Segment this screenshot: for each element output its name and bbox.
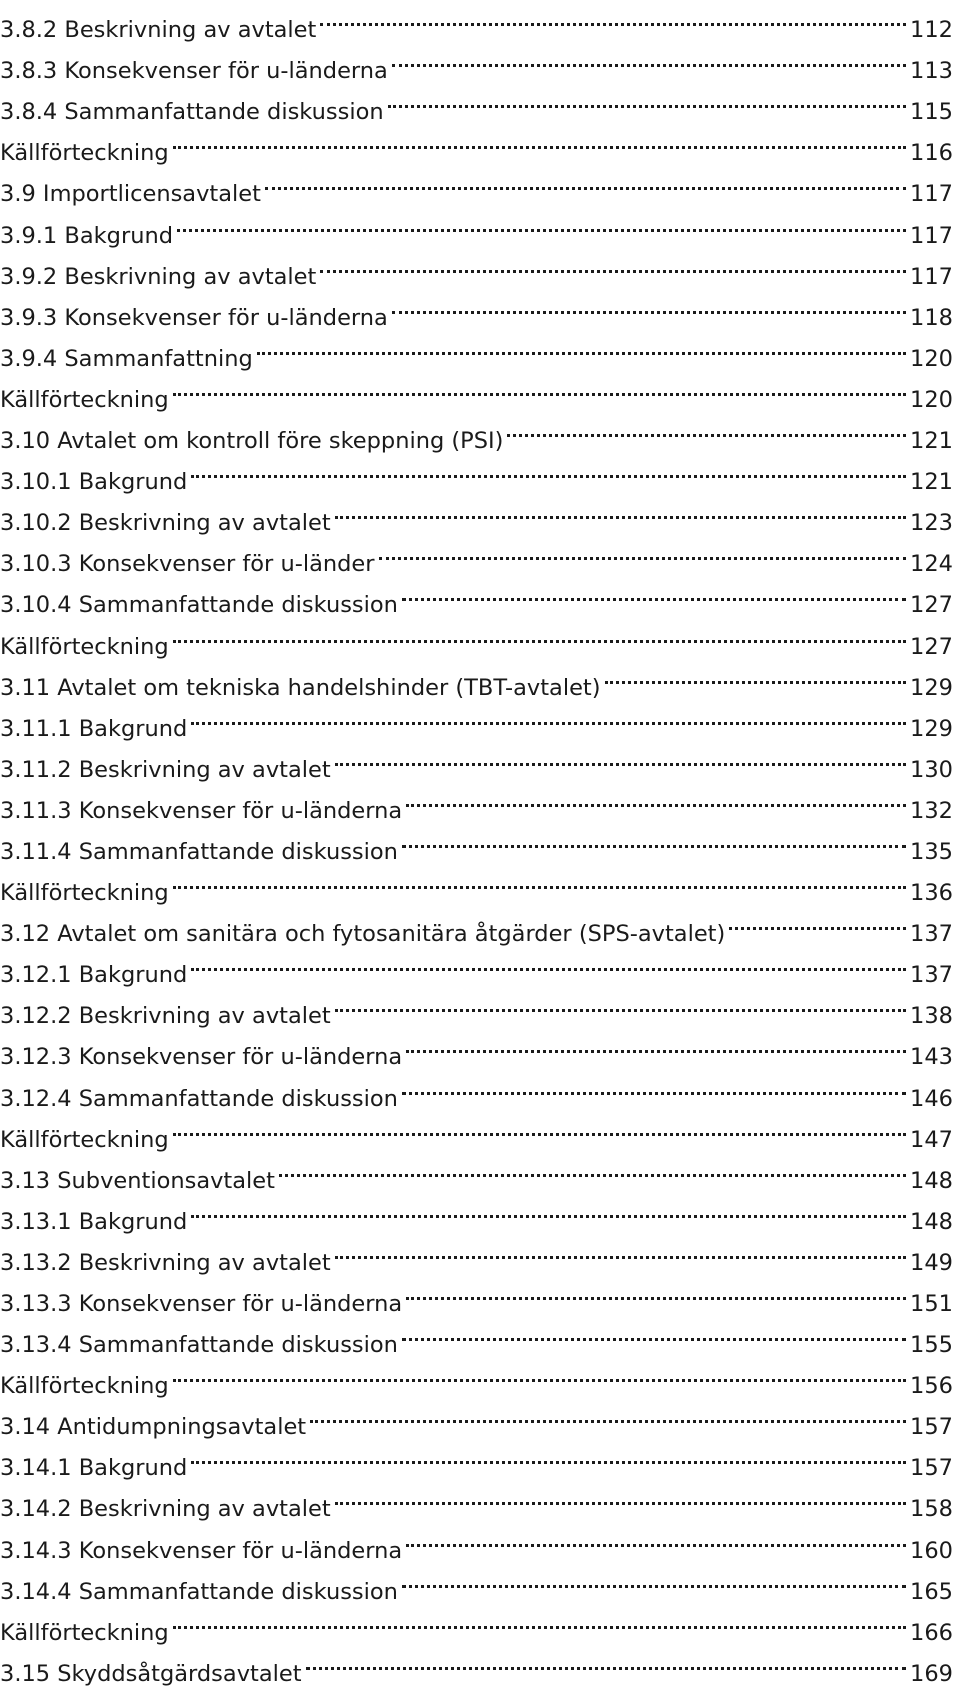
dot-leader [257, 325, 906, 366]
toc-entry-page-number: 146 [910, 1085, 953, 1112]
dot-leader [173, 1106, 906, 1147]
toc-entry[interactable] [0, 982, 953, 1030]
toc-entry-page-number: 137 [910, 962, 953, 989]
dot-leader [335, 1229, 906, 1270]
dot-leader [388, 78, 906, 119]
toc-entry-page-number: 147 [910, 1126, 953, 1153]
toc-entry-title: 3.13.2 Beskrivning av avtalet [0, 1249, 331, 1276]
toc-entry[interactable] [0, 1475, 953, 1523]
toc-entry-title: 3.9.4 Sammanfattning [0, 345, 253, 372]
toc-entry[interactable] [0, 1434, 953, 1482]
toc-entry[interactable] [0, 818, 953, 865]
toc-entry-title: Källförteckning [0, 1373, 169, 1400]
dot-leader [335, 982, 906, 1023]
toc-entry-title: 3.12.2 Beskrivning av avtalet [0, 1003, 331, 1030]
dot-leader [402, 1064, 906, 1105]
dot-leader [173, 366, 906, 407]
toc-entry[interactable] [0, 448, 953, 496]
toc-entry-page-number: 157 [910, 1455, 953, 1482]
toc-entry[interactable] [0, 160, 953, 208]
toc-entry-title: 3.8.4 Sammanfattande diskussion [0, 99, 384, 126]
toc-entry-title: 3.11.3 Konsekvenser för u-länderna [0, 797, 403, 824]
toc-entry-page-number: 148 [910, 1208, 953, 1235]
toc-entry[interactable] [0, 777, 953, 824]
toc-entry-title: 3.9.3 Konsekvenser för u-länderna [0, 304, 388, 331]
dot-leader [507, 407, 906, 448]
toc-entry-title: 3.13.1 Bakgrund [0, 1208, 188, 1235]
toc-entry-page-number: 121 [910, 428, 953, 455]
dot-leader [306, 1640, 907, 1681]
toc-entry-page-number: 117 [910, 222, 953, 249]
dot-leader [335, 489, 906, 530]
toc-entry-page-number: 117 [910, 263, 953, 290]
toc-entry-title: 3.14.4 Sammanfattande diskussion [0, 1578, 398, 1605]
toc-entry[interactable] [0, 0, 953, 44]
toc-entry-page-number: 112 [910, 17, 953, 44]
toc-entry-page-number: 117 [910, 181, 953, 208]
dot-leader [320, 0, 906, 37]
toc-entry-title: 3.11.4 Sammanfattande diskussion [0, 838, 398, 865]
toc-entry-title: 3.14.1 Bakgrund [0, 1455, 188, 1482]
dot-leader [335, 736, 906, 777]
toc-entry[interactable] [0, 366, 953, 413]
toc-entry-page-number: 151 [910, 1291, 953, 1317]
toc-entry-title: 3.9.2 Beskrivning av avtalet [0, 263, 317, 290]
toc-entry-title: 3.12 Avtalet om sanitära och fytosanitära åtgärder (SPS-avtalet) [0, 921, 726, 948]
dot-leader [379, 530, 907, 571]
dot-leader [402, 818, 906, 859]
toc-entry-page-number: 129 [910, 715, 953, 742]
toc-entry[interactable] [0, 941, 953, 989]
dot-leader [320, 243, 906, 284]
toc-entry-page-number: 127 [910, 592, 953, 619]
toc-entry-title: 3.10.1 Bakgrund [0, 469, 188, 496]
toc-entry[interactable] [0, 571, 953, 619]
toc-entry[interactable] [0, 201, 953, 249]
dot-leader [173, 1352, 906, 1393]
dot-leader [406, 1270, 906, 1311]
toc-entry-title: 3.13 Subventionsavtalet [0, 1167, 275, 1194]
toc-entry[interactable] [0, 695, 953, 742]
dot-leader [279, 1147, 906, 1188]
toc-entry[interactable] [0, 119, 953, 167]
dot-leader [191, 448, 906, 489]
toc-entry[interactable] [0, 900, 953, 948]
toc-entry-page-number: 156 [910, 1373, 953, 1400]
toc-entry[interactable] [0, 736, 953, 783]
toc-entry[interactable] [0, 1352, 953, 1400]
toc-entry[interactable] [0, 1023, 953, 1071]
toc-entry-page-number: 116 [910, 140, 953, 167]
toc-entry-title: 3.12.4 Sammanfattande diskussion [0, 1085, 398, 1112]
toc-entry-page-number: 155 [910, 1332, 953, 1359]
toc-entry-page-number: 115 [910, 99, 953, 126]
toc-entry-page-number: 121 [910, 469, 953, 496]
toc-entry[interactable] [0, 1270, 953, 1317]
toc-entry-page-number: 113 [910, 58, 953, 85]
toc-entry[interactable] [0, 284, 953, 331]
dot-leader [402, 1558, 906, 1599]
toc-entry[interactable] [0, 37, 953, 85]
toc-entry-title: 3.11.1 Bakgrund [0, 715, 188, 742]
toc-entry-page-number: 157 [910, 1414, 953, 1441]
toc-entry-title: Källförteckning [0, 140, 169, 167]
toc-entry-page-number: 136 [910, 880, 953, 907]
dot-leader [310, 1393, 906, 1434]
toc-entry-page-number: 158 [910, 1496, 953, 1523]
dot-leader [729, 900, 906, 941]
dot-leader [392, 37, 906, 78]
toc-entry[interactable] [0, 654, 953, 701]
toc-entry-page-number: 166 [910, 1619, 953, 1646]
toc-entry-title: 3.10 Avtalet om kontroll före skeppning (PSI) [0, 428, 504, 455]
toc-entry-page-number: 165 [910, 1578, 953, 1605]
toc-entry-title: 3.10.3 Konsekvenser för u-länder [0, 551, 375, 578]
toc-entry-title: Källförteckning [0, 386, 169, 413]
toc-entry[interactable] [0, 1106, 953, 1153]
toc-entry-title: 3.8.3 Konsekvenser för u-länderna [0, 58, 388, 85]
dot-leader [392, 284, 906, 325]
toc-entry-page-number: 130 [910, 756, 953, 783]
dot-leader [402, 1311, 906, 1352]
toc-entry-title: 3.9.1 Bakgrund [0, 222, 173, 249]
toc-entry-page-number: 129 [910, 674, 953, 701]
toc-entry-title: 3.11 Avtalet om tekniska handelshinder (TBT-avtalet) [0, 674, 601, 701]
toc-entry[interactable] [0, 1311, 953, 1359]
toc-entry-page-number: 149 [910, 1249, 953, 1276]
dot-leader [406, 1516, 906, 1557]
toc-entry[interactable] [0, 1064, 953, 1112]
toc-entry[interactable] [0, 1640, 953, 1687]
toc-entry-page-number: 148 [910, 1167, 953, 1194]
toc-entry[interactable] [0, 489, 953, 537]
toc-entry-title: 3.11.2 Beskrivning av avtalet [0, 756, 331, 783]
toc-entry-title: 3.10.4 Sammanfattande diskussion [0, 592, 398, 619]
toc-entry-page-number: 127 [910, 633, 953, 660]
toc-entry-title: 3.8.2 Beskrivning av avtalet [0, 17, 317, 44]
toc-entry-page-number: 137 [910, 921, 953, 948]
toc-entry-page-number: 160 [910, 1537, 953, 1564]
dot-leader [265, 160, 906, 201]
toc-entry[interactable] [0, 1229, 953, 1276]
toc-entry[interactable] [0, 1188, 953, 1235]
toc-entry[interactable] [0, 407, 953, 455]
dot-leader [173, 119, 906, 160]
toc-entry-title: 3.9 Importlicensavtalet [0, 181, 261, 208]
dot-leader [173, 612, 906, 653]
dot-leader [605, 654, 907, 695]
toc-entry-page-number: 143 [910, 1044, 953, 1071]
toc-entry-title: Källförteckning [0, 1619, 169, 1646]
toc-entry[interactable] [0, 1558, 953, 1605]
toc-entry-page-number: 138 [910, 1003, 953, 1030]
toc-entry-page-number: 135 [910, 838, 953, 865]
toc-entry-page-number: 118 [910, 304, 953, 331]
toc-entry[interactable] [0, 243, 953, 290]
dot-leader [191, 695, 906, 736]
toc-entry-title: 3.10.2 Beskrivning av avtalet [0, 510, 331, 537]
dot-leader [335, 1475, 906, 1516]
toc-entry[interactable] [0, 1516, 953, 1564]
dot-leader [191, 1188, 906, 1229]
toc-entry[interactable] [0, 859, 953, 907]
toc-entry-title: 3.14.3 Konsekvenser för u-länderna [0, 1537, 403, 1564]
toc-entry-page-number: 120 [910, 386, 953, 413]
toc-entry-title: 3.14.2 Beskrivning av avtalet [0, 1496, 331, 1523]
dot-leader [406, 777, 906, 818]
dot-leader [173, 859, 906, 900]
toc-entry[interactable] [0, 612, 953, 660]
toc-entry-title: Källförteckning [0, 1126, 169, 1153]
dot-leader [177, 201, 906, 242]
toc-entry[interactable] [0, 530, 953, 578]
dot-leader [402, 571, 906, 612]
toc-entry[interactable] [0, 1393, 953, 1441]
toc-entry-page-number: 123 [910, 510, 953, 537]
dot-leader [191, 941, 906, 982]
dot-leader [406, 1023, 906, 1064]
toc-entry-title: 3.13.3 Konsekvenser för u-länderna [0, 1291, 403, 1317]
toc-entry-title: 3.14 Antidumpningsavtalet [0, 1414, 307, 1441]
toc-entry-page-number: 132 [910, 797, 953, 824]
dot-leader [173, 1599, 906, 1640]
toc-entry-title: 3.12.1 Bakgrund [0, 962, 188, 989]
toc-entry-title: 3.13.4 Sammanfattande diskussion [0, 1332, 398, 1359]
toc-entry-title: 3.15 Skyddsåtgärdsavtalet [0, 1660, 302, 1687]
toc-entry-title: Källförteckning [0, 880, 169, 907]
toc-entry-page-number: 169 [910, 1660, 953, 1687]
toc-entry-page-number: 120 [910, 345, 953, 372]
dot-leader [191, 1434, 906, 1475]
toc-entry-title: Källförteckning [0, 633, 169, 660]
toc-entry-title: 3.12.3 Konsekvenser för u-länderna [0, 1044, 403, 1071]
toc-entry[interactable] [0, 1147, 953, 1194]
toc-entry[interactable] [0, 325, 953, 372]
toc-entry[interactable] [0, 78, 953, 126]
toc-entry-page-number: 124 [910, 551, 953, 578]
toc-entry[interactable] [0, 1599, 953, 1646]
